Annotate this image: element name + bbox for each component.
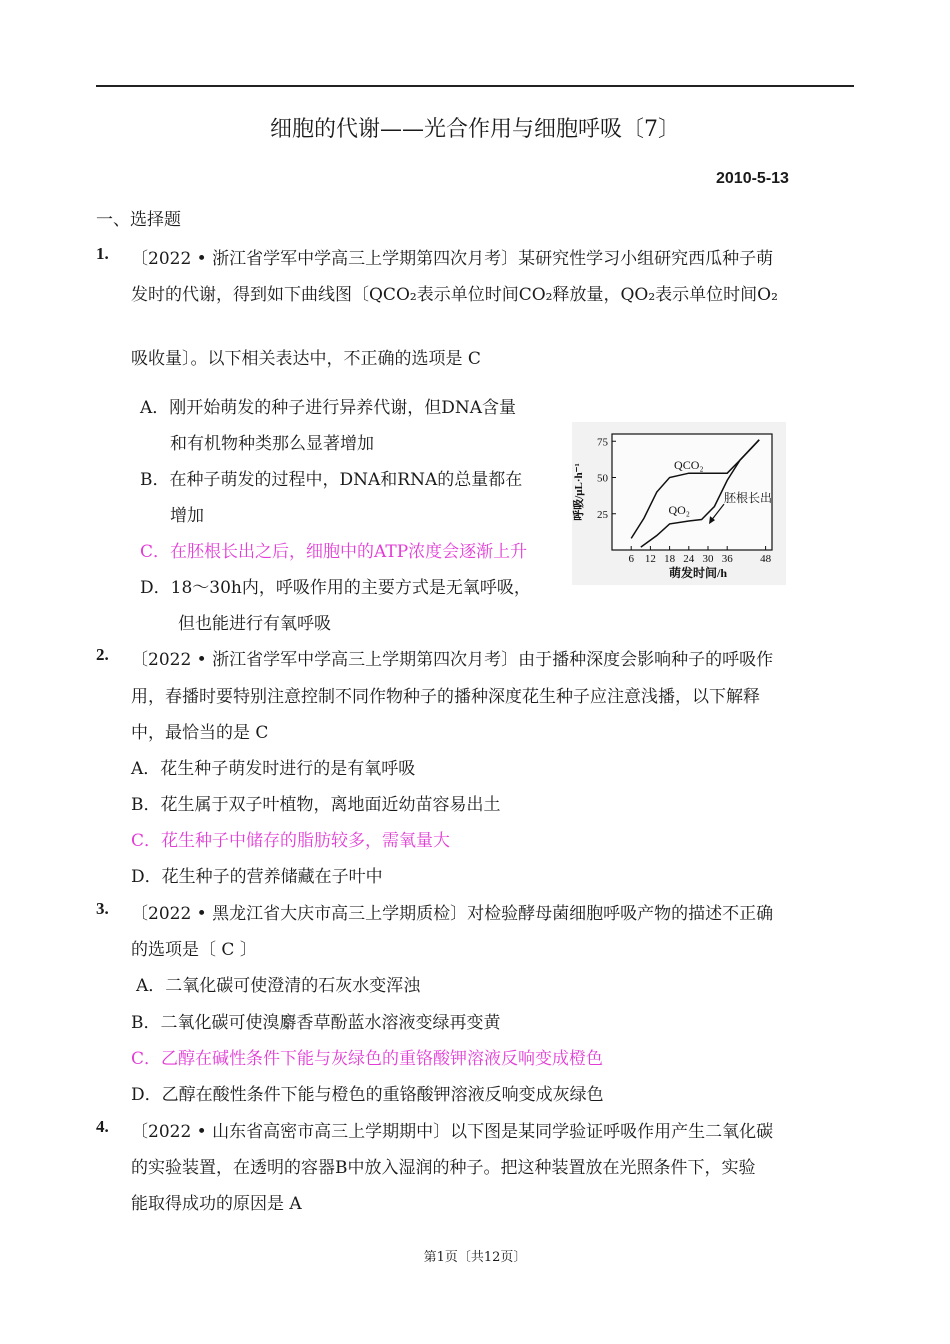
option-b: B．二氧化碳可使溴麝香草酚蓝水溶液变绿再变黄 xyxy=(131,1013,501,1033)
question-number: 1. xyxy=(96,244,109,263)
series-label: QCO₂ xyxy=(674,457,704,472)
x-tick-label: 12 xyxy=(644,553,656,565)
x-tick-label: 6 xyxy=(628,553,634,565)
x-tick-label: 24 xyxy=(683,553,695,565)
y-tick-label: 50 xyxy=(597,472,608,485)
option-a: A．花生种子萌发时进行的是有氧呼吸 xyxy=(131,759,416,779)
option-d: D．花生种子的营养储藏在子叶中 xyxy=(131,867,383,887)
question-text: 用，春播时要特别注意控制不同作物种子的播种深度花生种子应注意浅播，以下解释 xyxy=(131,687,760,707)
question-number: 3. xyxy=(96,899,109,918)
x-tick-label: 36 xyxy=(721,553,733,565)
option-c-answer: C．花生种子中储存的脂肪较多，需氧量大 xyxy=(131,831,451,851)
respiration-chart xyxy=(572,422,786,585)
question-text: 的选项是〔 C 〕 xyxy=(131,940,257,960)
respiration-chart-svg xyxy=(572,422,786,585)
question-number: 4. xyxy=(96,1117,109,1136)
question-text: 〔2022 • 山东省高密市高三上学期期中〕以下图是某同学验证呼吸作用产生二氧化碳 xyxy=(131,1122,774,1142)
section-heading: 一、选择题 xyxy=(96,210,181,230)
top-rule xyxy=(96,85,854,87)
x-tick-label: 48 xyxy=(760,553,772,565)
question-text: 能取得成功的原因是 A xyxy=(131,1194,302,1214)
option-c-answer: C．乙醇在碱性条件下能与灰绿色的重铬酸钾溶液反响变成橙色 xyxy=(131,1049,604,1069)
x-tick-label: 30 xyxy=(702,553,714,565)
question-text: 吸收量〕。以下相关表达中，不正确的选项是 C xyxy=(131,349,481,369)
option-a: A．刚开始萌发的种子进行异养代谢，但DNA含量 xyxy=(140,398,517,418)
y-tick-label: 25 xyxy=(597,508,608,521)
question-text: 中，最恰当的是 C xyxy=(131,723,269,743)
y-tick-label: 75 xyxy=(597,436,608,449)
question-number: 2. xyxy=(96,645,109,664)
option-b: B．花生属于双子叶植物，离地面近幼苗容易出土 xyxy=(131,795,501,815)
question-text: 〔2022 • 浙江省学军中学高三上学期第四次月考〕某研究性学习小组研究西瓜种子萌 xyxy=(131,249,774,269)
page-footer: 第1页〔共12页〕 xyxy=(423,1250,527,1265)
question-text: 〔2022 • 浙江省学军中学高三上学期第四次月考〕由于播种深度会影响种子的呼吸作 xyxy=(131,650,774,670)
series-label: QO₂ xyxy=(668,502,690,517)
page-title: 细胞的代谢——光合作用与细胞呼吸〔7〕 xyxy=(270,117,680,142)
option-b: B．在种子萌发的过程中，DNA和RNA的总量都在 xyxy=(140,470,523,490)
option-d: D．18～30h内，呼吸作用的主要方式是无氧呼吸， xyxy=(140,578,531,598)
date: 2010-5-13 xyxy=(716,170,789,187)
option-d: 但也能进行有氧呼吸 xyxy=(178,614,331,634)
option-a: 和有机物种类那么显著增加 xyxy=(170,434,374,454)
question-text: 〔2022 • 黑龙江省大庆市高三上学期质检〕对检验酵母菌细胞呼吸产物的描述不正确 xyxy=(131,904,774,924)
x-tick-label: 18 xyxy=(664,553,676,565)
x-axis-label: 萌发时间/h xyxy=(668,566,728,580)
question-text: 发时的代谢，得到如下曲线图〔QCO₂表示单位时间CO₂释放量，QO₂表示单位时间O₂ xyxy=(131,285,778,305)
y-axis-label: 呼吸/μL·h⁻¹ xyxy=(573,463,585,521)
option-c-answer: C．在胚根长出之后，细胞中的ATP浓度会逐渐上升 xyxy=(140,542,528,562)
option-a: A．二氧化碳可使澄清的石灰水变浑浊 xyxy=(136,976,421,996)
option-b: 增加 xyxy=(170,506,204,526)
annotation-label: 胚根长出 xyxy=(724,491,773,506)
question-text: 的实验装置，在透明的容器B中放入湿润的种子。把这种装置放在光照条件下，实验 xyxy=(131,1158,756,1178)
option-d: D．乙醇在酸性条件下能与橙色的重铬酸钾溶液反响变成灰绿色 xyxy=(131,1085,604,1105)
